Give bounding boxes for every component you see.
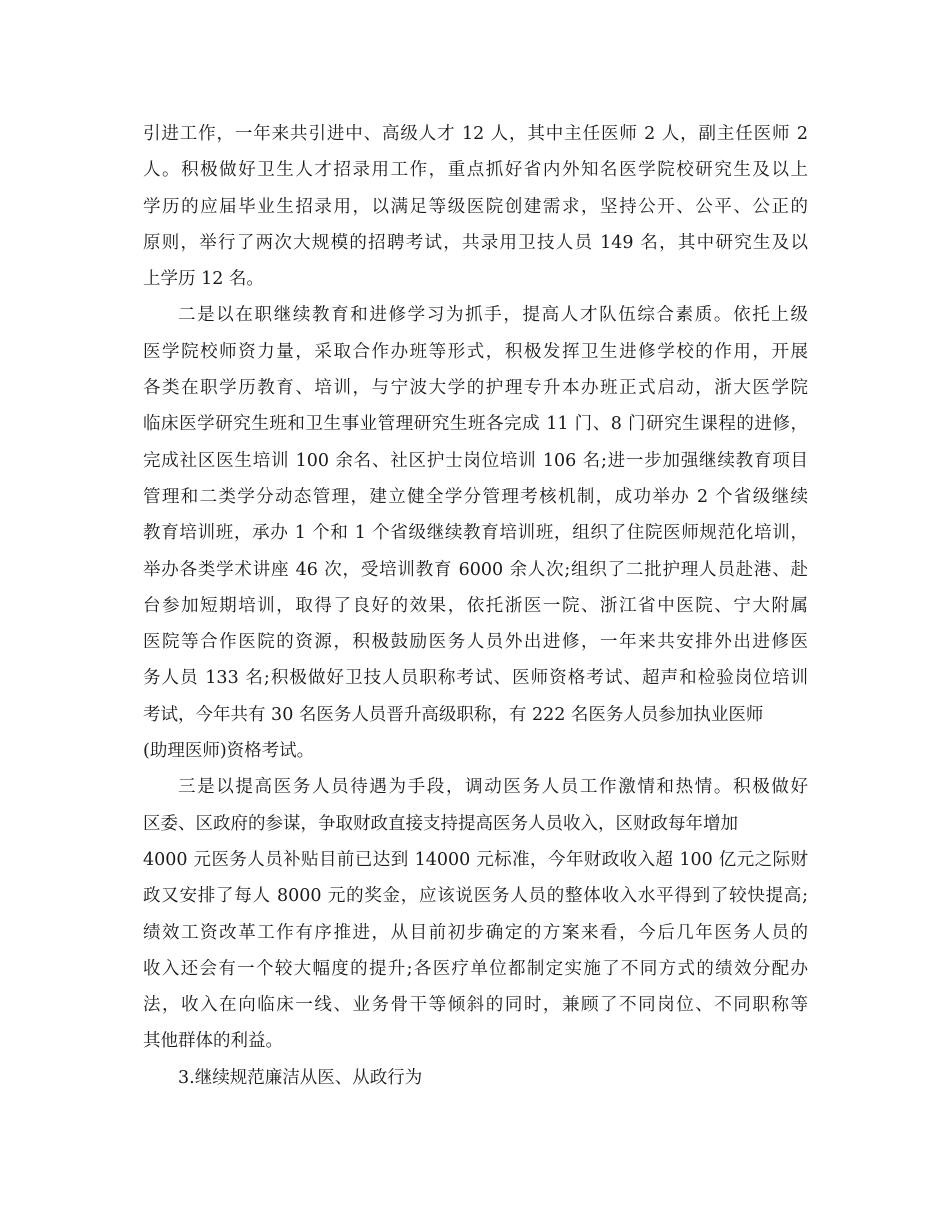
document-text-line: 考试，今年共有 30 名医务人员晋升高级职称，有 222 名医务人员参加执业医师: [143, 704, 764, 725]
document-text-line: 管理和二类学分动态管理，建立健全学分管理考核机制，成功举办 2 个省级继续: [143, 486, 808, 507]
document-text-line: 4000 元医务人员补贴目前已达到 14000 元标准，今年财政收入超 100 亿元之际财: [143, 849, 808, 870]
document-text-line: 政又安排了每人 8000 元的奖金，应该说医务人员的整体收入水平得到了较快提高;: [143, 886, 808, 907]
document-text-line: 二是以在职继续教育和进修学习为抓手，提高人才队伍综合素质。依托上级: [178, 305, 808, 326]
document-text-line: 务人员 133 名;积极做好卫技人员职称考试、医师资格考试、超声和检验岗位培训: [143, 668, 808, 689]
document-text-line: 3.继续规范廉洁从医、从政行为: [178, 1067, 423, 1088]
document-text-line: 临床医学研究生班和卫生事业管理研究生班各完成 11 门、8 门研究生课程的进修，: [143, 414, 808, 435]
document-text-line: 原则，举行了两次大规模的招聘考试，共录用卫技人员 149 名，其中研究生及以: [143, 232, 808, 253]
document-text-line: 引进工作，一年来共引进中、高级人才 12 人，其中主任医师 2 人，副主任医师 2: [143, 124, 808, 144]
document-text-line: 医院等合作医院的资源，积极鼓励医务人员外出进修，一年来共安排外出进修医: [143, 632, 808, 653]
document-text-line: 举办各类学术讲座 46 次，受培训教育 6000 余人次;组织了二批护理人员赴港、赴: [143, 559, 808, 580]
document-text-line: (助理医师)资格考试。: [143, 741, 315, 762]
document-text-line: 区委、区政府的参谋，争取财政直接支持提高医务人员收入，区财政每年增加: [143, 813, 738, 834]
document-text-line: 完成社区医生培训 100 余名、社区护士岗位培训 106 名;进一步加强继续教育项目: [143, 450, 808, 471]
document-text-line: 学历的应届毕业生招录用，以满足等级医院创建需求，坚持公开、公平、公正的: [143, 196, 808, 217]
document-text-line: 三是以提高医务人员待遇为手段，调动医务人员工作激情和热情。积极做好: [178, 777, 808, 798]
document-text-line: 台参加短期培训，取得了良好的效果，依托浙医一院、浙江省中医院、宁大附属: [143, 595, 808, 616]
document-text-line: 教育培训班，承办 1 个和 1 个省级继续教育培训班，组织了住院医师规范化培训，: [143, 523, 808, 544]
document-body: [143, 116, 808, 1096]
document-text-line: 其他群体的利益。: [143, 1031, 283, 1052]
document-text-line: 人。积极做好卫生人才招录用工作，重点抓好省内外知名医学院校研究生及以上: [143, 160, 808, 181]
document-text-line: 法，收入在向临床一线、业务骨干等倾斜的同时，兼顾了不同岗位、不同职称等: [143, 995, 808, 1016]
document-text-line: 医学院校师资力量，采取合作办班等形式，积极发挥卫生进修学校的作用，开展: [143, 341, 808, 362]
document-text-line: 各类在职学历教育、培训，与宁波大学的护理专升本办班正式启动，浙大医学院: [143, 378, 808, 399]
document-text-line: 绩效工资改革工作有序推进，从目前初步确定的方案来看，今后几年医务人员的: [143, 922, 808, 943]
document-text-line: 上学历 12 名。: [143, 269, 264, 290]
document-text-line: 收入还会有一个较大幅度的提升;各医疗单位都制定实施了不同方式的绩效分配办: [143, 958, 808, 979]
